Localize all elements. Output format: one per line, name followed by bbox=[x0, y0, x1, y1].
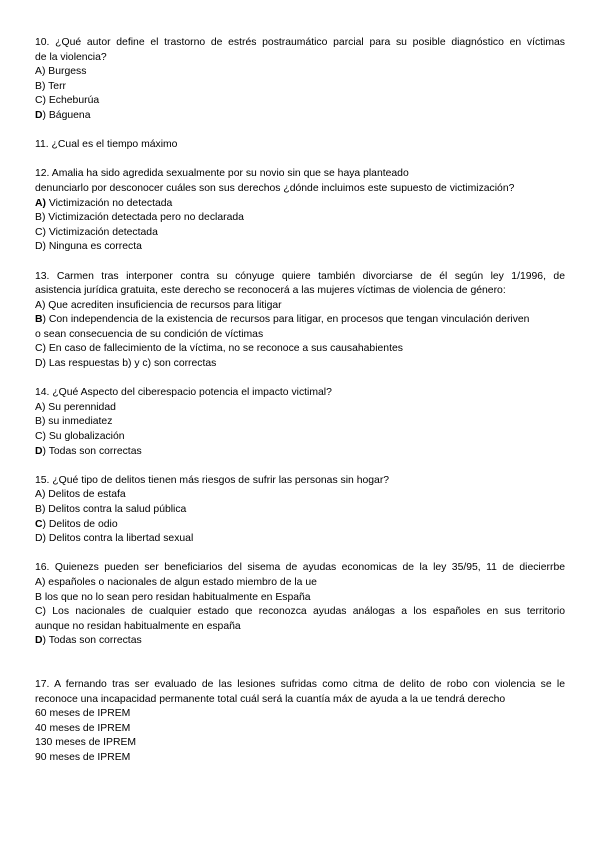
option-letter: D bbox=[35, 358, 43, 370]
option-3: 130 meses de IPREM bbox=[35, 737, 137, 749]
option-b bbox=[35, 80, 565, 95]
question-text: de la violencia? bbox=[35, 51, 107, 63]
option-sep: ) bbox=[42, 109, 49, 121]
option-letter: B bbox=[35, 591, 42, 603]
option-letter: C bbox=[35, 95, 43, 107]
option-sep: ) bbox=[42, 606, 53, 618]
option-text: Que acrediten insuficiencia de recursos para litigar bbox=[48, 299, 282, 311]
question-11 bbox=[35, 138, 565, 153]
option-c bbox=[35, 342, 565, 357]
option-b-continuation: o sean consecuencia de su condición de víctimas bbox=[35, 328, 264, 340]
option-b bbox=[35, 415, 565, 430]
option-2: 40 meses de IPREM bbox=[35, 722, 131, 734]
option-text: Su globalización bbox=[48, 431, 125, 443]
option-text: Echeburúa bbox=[48, 95, 100, 107]
question-text: reconoce una incapacidad permanente total cuál será la cuantía máx de ayuda a la ue tendrá derecho bbox=[35, 693, 506, 705]
question-text: asistencia jurídica gratuita, este derecho se reconocerá a las mujeres víctimas de violencia de género: bbox=[35, 285, 506, 297]
option-text: Las respuestas b) y c) son correctas bbox=[48, 358, 217, 370]
option-d bbox=[35, 357, 565, 372]
option-sep: ) bbox=[42, 95, 49, 107]
option-sep: ) bbox=[42, 197, 49, 209]
option-letter: D bbox=[35, 533, 43, 545]
option-sep: ) bbox=[42, 343, 49, 355]
option-b bbox=[35, 313, 565, 328]
question-text: 16. Quienezs pueden ser beneficiarios del sisema de ayudas economicas de la ley 35/95, 11 de diecierrbe bbox=[35, 562, 565, 574]
option-letter: C bbox=[35, 518, 43, 530]
option-letter: A bbox=[35, 401, 42, 413]
option-text: Todas son correctas bbox=[48, 635, 142, 647]
option-letter: A bbox=[35, 576, 42, 588]
option-sep: ) bbox=[41, 504, 49, 515]
option-sep: ) bbox=[42, 241, 49, 253]
option-text: españoles o nacionales de algun estado miembro de la ue bbox=[48, 576, 317, 588]
question-16 bbox=[35, 561, 565, 649]
option-text: En caso de fallecimiento de la víctima, no se reconoce a sus causahabientes bbox=[48, 343, 403, 355]
option-text: Victimización detectada bbox=[48, 226, 158, 238]
option-sep: ) bbox=[42, 445, 49, 457]
option-letter: D bbox=[35, 445, 43, 457]
option-a bbox=[35, 576, 565, 591]
option-letter: C bbox=[35, 226, 43, 238]
option-c-continuation: aunque no residan habitualmente en españa bbox=[35, 620, 241, 632]
option-text: Delitos de estafa bbox=[48, 489, 126, 501]
question-12 bbox=[35, 167, 565, 255]
option-c bbox=[35, 605, 565, 620]
option-sep: ) bbox=[42, 431, 49, 443]
option-c bbox=[35, 94, 565, 109]
option-letter: B bbox=[35, 416, 42, 428]
option-letter: B bbox=[35, 504, 42, 515]
option-b bbox=[35, 591, 565, 606]
question-15 bbox=[35, 474, 565, 547]
question-14 bbox=[35, 386, 565, 459]
option-a bbox=[35, 65, 565, 80]
option-sep: ) bbox=[42, 518, 49, 530]
option-4: 90 meses de IPREM bbox=[35, 751, 131, 763]
question-text: 11. ¿Cual es el tiempo máximo bbox=[35, 139, 178, 151]
option-sep: ) bbox=[41, 576, 49, 588]
option-d bbox=[35, 445, 565, 460]
option-text: Delitos contra la libertad sexual bbox=[48, 533, 194, 545]
option-sep: ) bbox=[41, 212, 49, 224]
option-d bbox=[35, 532, 565, 547]
option-sep: ) bbox=[41, 489, 49, 501]
option-d bbox=[35, 109, 565, 124]
option-text: Delitos de odio bbox=[48, 518, 118, 530]
option-a bbox=[35, 299, 565, 314]
question-text: 13. Carmen tras interponer contra su cónyuge quiere también divorciarse de él según ley 1/1996, de bbox=[35, 270, 565, 282]
option-1: 60 meses de IPREM bbox=[35, 708, 131, 720]
option-a bbox=[35, 401, 565, 416]
question-text: denunciarlo por desconocer cuáles son sus derechos ¿dónde incluimos este supuesto de victimización? bbox=[35, 182, 515, 194]
option-text: Delitos contra la salud pública bbox=[48, 504, 187, 515]
question-text: 10. ¿Qué autor define el trastorno de estrés postraumático parcial para su posible diagnóstico en víctimas bbox=[35, 37, 565, 48]
option-letter: A bbox=[35, 66, 42, 78]
option-sep: ) bbox=[41, 66, 49, 78]
option-letter: B bbox=[35, 314, 43, 326]
question-text: 14. ¿Qué Aspecto del ciberespacio potencia el impacto victimal? bbox=[35, 387, 332, 399]
option-text: Burgess bbox=[48, 66, 87, 78]
option-d bbox=[35, 634, 565, 649]
option-letter: A bbox=[35, 299, 42, 311]
option-letter: A bbox=[35, 197, 43, 209]
question-17 bbox=[35, 678, 565, 766]
question-text: 17. A fernando tras ser evaluado de las lesiones sufridas como citma de delito de robo con violencia se le bbox=[35, 678, 565, 690]
option-a bbox=[35, 197, 565, 212]
option-letter: B bbox=[35, 212, 42, 224]
option-d bbox=[35, 240, 565, 255]
option-sep: ) bbox=[41, 299, 49, 311]
option-letter: C bbox=[35, 431, 43, 443]
option-text: Con independencia de la existencia de recursos para litigar, en procesos que tengan vinculación deriven bbox=[48, 314, 530, 326]
option-letter: B bbox=[35, 80, 42, 92]
question-text: 12. Amalia ha sido agredida sexualmente por su novio sin que se haya planteado bbox=[35, 168, 409, 180]
option-sep: ) bbox=[41, 416, 49, 428]
option-letter: A bbox=[35, 489, 42, 501]
option-text: Victimización detectada pero no declarada bbox=[48, 212, 244, 224]
option-sep: ) bbox=[42, 533, 49, 545]
option-a bbox=[35, 488, 565, 503]
option-text: Victimización no detectada bbox=[48, 197, 173, 209]
option-letter: D bbox=[35, 241, 43, 253]
option-letter: D bbox=[35, 109, 43, 121]
option-text: Terr bbox=[48, 80, 67, 92]
option-letter: C bbox=[35, 343, 43, 355]
option-text: Su perennidad bbox=[48, 401, 116, 413]
option-b bbox=[35, 503, 565, 518]
option-c bbox=[35, 430, 565, 445]
question-10 bbox=[35, 36, 565, 124]
option-text: su inmediatez bbox=[48, 416, 113, 428]
option-sep: ) bbox=[41, 401, 49, 413]
option-letter: D bbox=[35, 635, 43, 647]
question-13 bbox=[35, 270, 565, 372]
option-text: Ninguna es correcta bbox=[48, 241, 142, 253]
option-sep: ) bbox=[42, 635, 49, 647]
option-c bbox=[35, 518, 565, 533]
option-text: Báguena bbox=[48, 109, 91, 121]
option-c bbox=[35, 226, 565, 241]
option-text: Los nacionales de cualquier estado que reconozca ayudas análogas a los españoles en sus territorio bbox=[52, 606, 565, 618]
option-b bbox=[35, 211, 565, 226]
option-text: los que no lo sean pero residan habitualmente en España bbox=[44, 591, 311, 603]
option-sep: ) bbox=[42, 226, 49, 238]
question-text: 15. ¿Qué tipo de delitos tienen más riesgos de sufrir las personas sin hogar? bbox=[35, 474, 390, 486]
option-text: Todas son correctas bbox=[48, 445, 142, 457]
option-sep: ) bbox=[42, 314, 49, 326]
option-sep: ) bbox=[41, 80, 49, 92]
option-letter: C bbox=[35, 606, 43, 618]
option-sep: ) bbox=[42, 358, 49, 370]
